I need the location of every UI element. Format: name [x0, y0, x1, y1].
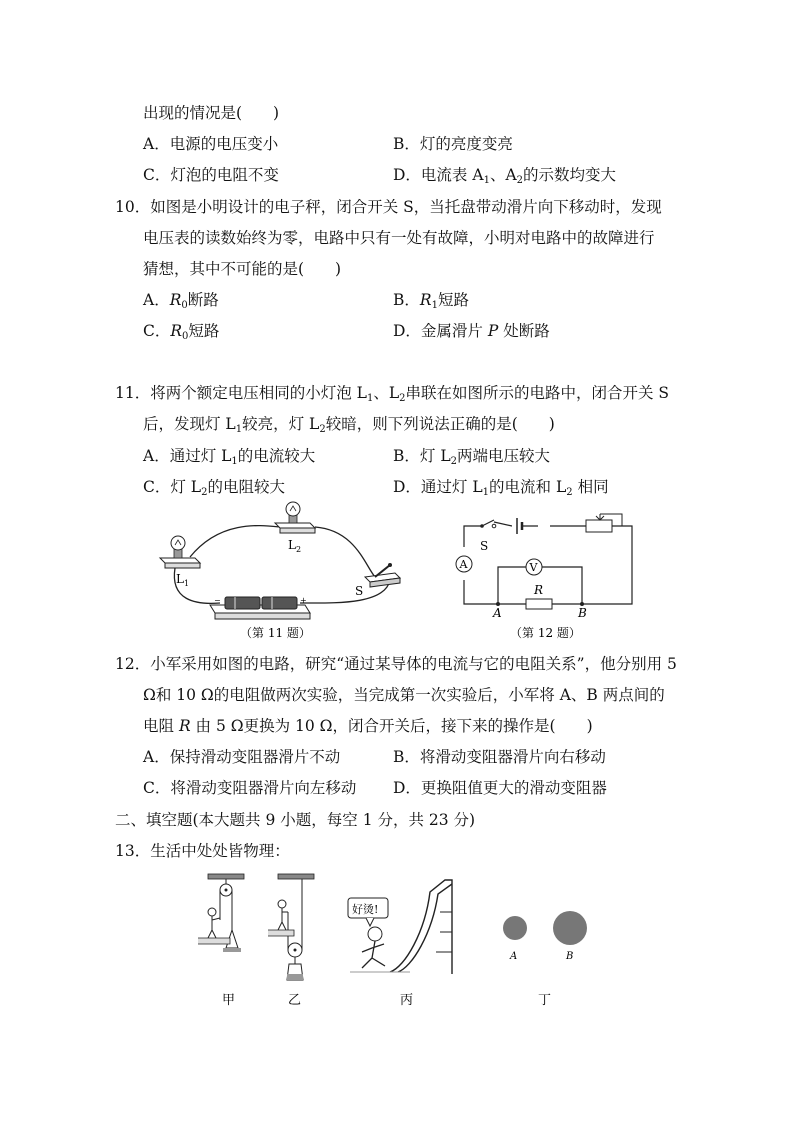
- figure-13: [190, 872, 610, 1012]
- label-ball-b: B: [566, 951, 574, 962]
- slide-figure: [348, 880, 452, 974]
- q10-line-1: 10．如图是小明设计的电子秤，闭合开关 S，当托盘带动滑片向下移动时，发现: [115, 198, 662, 216]
- label-s: S: [355, 584, 364, 598]
- q9-tail: 出现的情况是( ): [143, 104, 280, 122]
- svg-text:A: A: [459, 558, 468, 571]
- q9-option-d: D．电流表 $A_1$、$A_2$的示数均变大: [393, 166, 617, 186]
- figure-11-caption: （第 11 题）: [240, 626, 311, 640]
- ball-b: [553, 911, 587, 945]
- q9-option-b: B．灯的亮度变亮: [393, 135, 513, 153]
- label-ding: 丁: [538, 993, 552, 1008]
- figure-11-circuit: [150, 505, 420, 645]
- q12-option-a: A．保持滑动变阻器滑片不动: [143, 748, 341, 766]
- outer-wire: [464, 522, 632, 604]
- q12-option-c: C．将滑动变阻器滑片向左移动: [143, 779, 357, 797]
- q12-option-d: D．更换阻值更大的滑动变阻器: [393, 779, 607, 797]
- resistor-r: [526, 599, 552, 609]
- q13-line-1: 13．生活中处处皆物理：: [115, 842, 290, 860]
- battery-holder: [210, 596, 310, 619]
- switch-s: [365, 563, 400, 587]
- q10-option-a: A．$R_0$断路: [143, 291, 219, 311]
- q11-line-1: 11．将两个额定电压相同的小灯泡 $L_1$、$L_2$串联在如图所示的电路中，闭合开关 S: [115, 384, 670, 404]
- battery: [512, 518, 522, 534]
- movable-pulley-figure: [268, 874, 314, 980]
- q9-option-c: C．灯泡的电阻不变: [143, 166, 279, 184]
- q11-line-2: 后，发现灯 $L_1$较亮，灯 $L_2$较暗，则下列说法正确的是( ): [143, 415, 555, 435]
- label-l2: $L_2$: [288, 538, 302, 554]
- label-bing: 丙: [400, 993, 414, 1008]
- q10-option-b: B．$R_1$短路: [393, 291, 469, 311]
- fixed-pulley-figure: [198, 874, 244, 952]
- label-l1: $L_1$: [176, 572, 190, 588]
- q12-line-3: 电阻 R 由 5 Ω更换为 10 Ω，闭合开关后，接下来的操作是( ): [143, 717, 593, 735]
- q11-option-d: D．通过灯 $L_1$的电流和 $L_2$ 相同: [393, 478, 609, 498]
- label-yi: 乙: [288, 993, 302, 1008]
- wire-l2-switch: [315, 527, 375, 577]
- figure-12-caption: （第 12 题）: [510, 626, 581, 640]
- lamp-l2: [275, 502, 315, 533]
- switch-s: [480, 520, 496, 528]
- q9-option-a: A．电源的电压变小: [143, 135, 279, 153]
- voltmeter: [526, 559, 542, 575]
- q10-option-c: C．$R_0$短路: [143, 322, 220, 342]
- q10-option-d: D．金属滑片 P 处断路: [393, 322, 550, 340]
- q12-line-1: 12．小军采用如图的电路，研究“通过某导体的电流与它的电阻关系”，他分别用 5: [115, 655, 677, 673]
- wire-l1-l2: [190, 526, 280, 557]
- rheostat: [586, 514, 622, 532]
- label-jia: 甲: [222, 993, 236, 1008]
- q12-line-2: Ω和 10 Ω的电阻做两次实验，当完成第一次实验后，小军将 A、B 两点间的: [143, 686, 665, 704]
- section-2-heading: 二、填空题(本大题共 9 小题，每空 1 分，共 23 分): [115, 811, 476, 829]
- label-s: S: [480, 539, 489, 553]
- ball-a: [503, 916, 527, 940]
- label-ball-a: A: [510, 951, 518, 962]
- q11-option-a: A．通过灯 $L_1$的电流较大: [143, 447, 316, 467]
- q10-line-2: 电压表的读数始终为零，电路中只有一处有故障，小明对电路中的故障进行: [143, 229, 655, 247]
- label-a: A: [493, 606, 502, 620]
- q11-option-c: C．灯 $L_2$的电阻较大: [143, 478, 285, 498]
- svg-text:−: −: [214, 596, 221, 605]
- figure-12-circuit: [450, 512, 640, 644]
- q12-option-b: B．将滑动变阻器滑片向右移动: [393, 748, 606, 766]
- q11-option-b: B．灯 $L_2$两端电压较大: [393, 447, 551, 467]
- speech-bubble-text: 好烫!: [352, 903, 379, 916]
- ammeter: [456, 556, 472, 572]
- q10-line-3: 猜想，其中不可能的是( ): [143, 260, 342, 278]
- label-b: B: [578, 606, 587, 620]
- label-r: R: [534, 583, 544, 597]
- svg-text:V: V: [529, 561, 538, 574]
- svg-text:+: +: [300, 596, 307, 605]
